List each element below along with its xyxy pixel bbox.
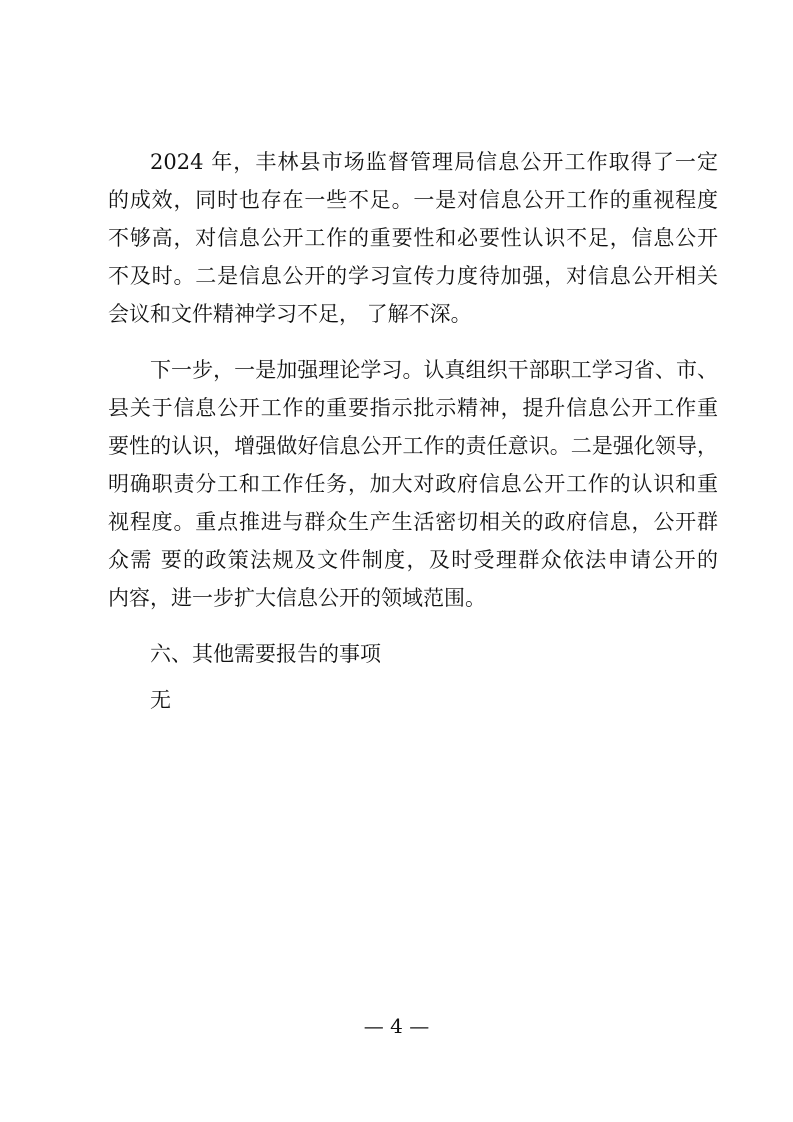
paragraph-line: 内容，进一步扩大信息公开的领域范围。 xyxy=(108,586,486,610)
paragraph-line: 不及时。二是信息公开的学习宣传力度待加强，对信息公开相关 xyxy=(108,264,718,288)
paragraph-line: 要性的认识，增强做好信息公开工作的责任意识。二是强化领导， xyxy=(108,434,718,458)
paragraph-line: 下一步，一是加强理论学习。认真组织干部职工学习省、市、 xyxy=(150,358,718,382)
paragraph-line: 视程度。重点推进与群众生产生活密切相关的政府信息，公开群 xyxy=(108,510,718,534)
paragraph-line: 众需 要的政策法规及文件制度，及时受理群众依法申请公开的 xyxy=(108,548,718,572)
paragraph-line: 2024 年，丰林县市场监督管理局信息公开工作取得了一定 xyxy=(150,150,718,174)
paragraph-line: 的成效，同时也存在一些不足。一是对信息公开工作的重视程度 xyxy=(108,188,718,212)
section-body: 无 xyxy=(150,688,171,712)
section-heading: 六、其他需要报告的事项 xyxy=(150,642,381,666)
paragraph-line: 会议和文件精神学习不足， 了解不深。 xyxy=(108,302,472,326)
paragraph-line: 不够高，对信息公开工作的重要性和必要性认识不足，信息公开 xyxy=(108,226,718,250)
paragraph-line: 县关于信息公开工作的重要指示批示精神，提升信息公开工作重 xyxy=(108,396,718,420)
paragraph-line: 明确职责分工和工作任务，加大对政府信息公开工作的认识和重 xyxy=(108,472,718,496)
page-number: — 4 — xyxy=(363,1014,430,1038)
